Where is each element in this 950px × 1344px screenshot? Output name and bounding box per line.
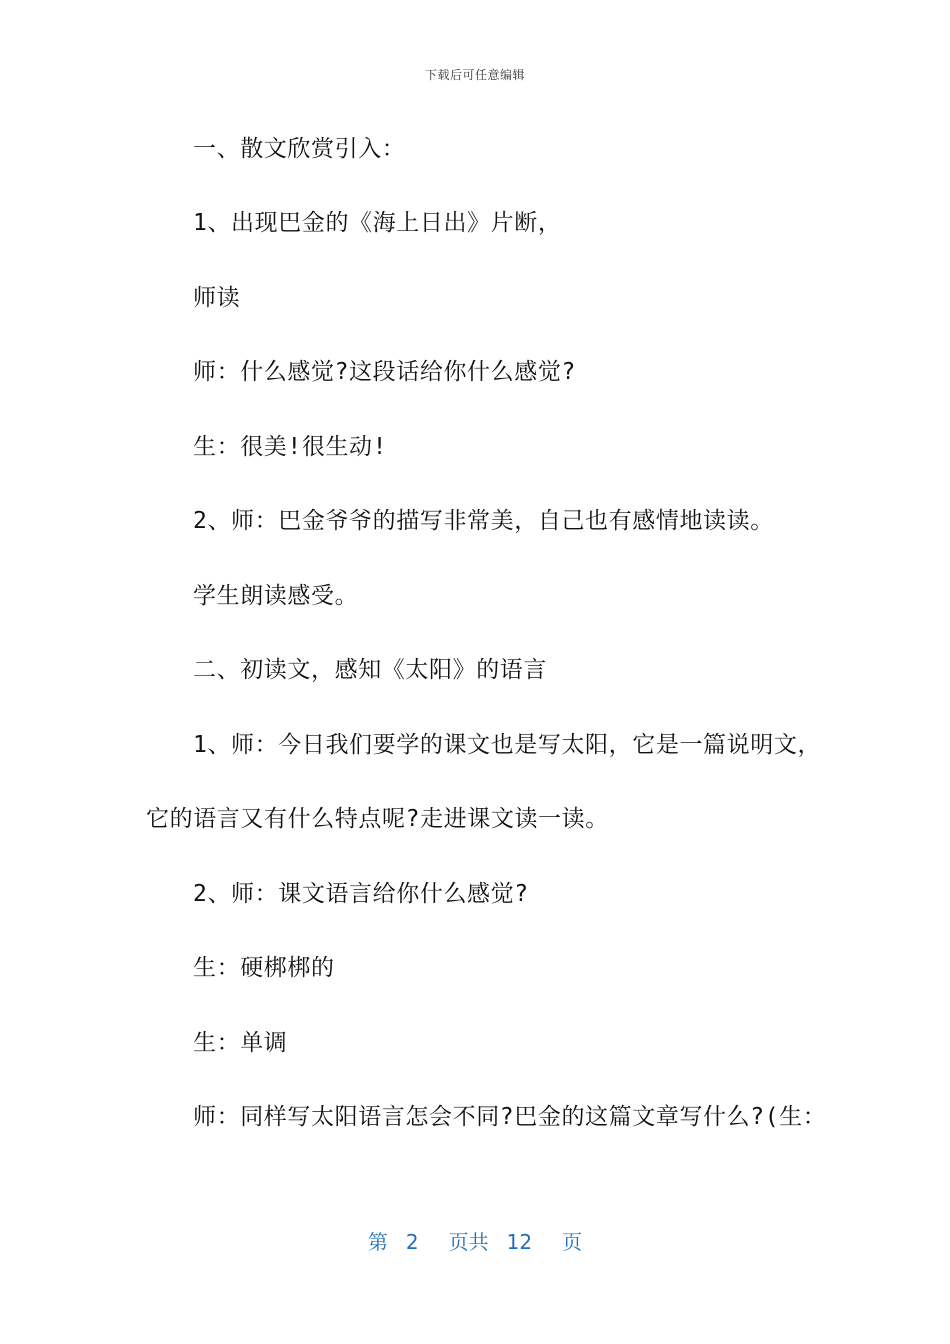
paragraph: 2、师：巴金爷爷的描写非常美，自己也有感情地读读。: [193, 508, 774, 534]
paragraph: 生：单调: [193, 1030, 288, 1056]
paragraph: 生：硬梆梆的: [193, 955, 335, 981]
section-heading-1: 一、散文欣赏引入：: [193, 136, 406, 162]
header-note: 下载后可任意编辑: [424, 68, 525, 82]
page-footer: [0, 1226, 950, 1255]
footer-di: 第: [367, 1230, 388, 1254]
paragraph: 师：什么感觉?这段话给你什么感觉?: [193, 359, 576, 385]
footer-ye-gong: 页共: [448, 1230, 489, 1254]
section-heading-2: 二、初读文，感知《太阳》的语言: [193, 657, 547, 683]
paragraph: 生：很美!很生动!: [193, 434, 388, 460]
footer-page-number: 2: [405, 1230, 419, 1254]
footer-ye: 页: [562, 1230, 583, 1254]
paragraph: 师读: [193, 285, 241, 311]
paragraph: 1、师：今日我们要学的课文也是写太阳，它是一篇说明文，: [193, 732, 822, 758]
footer-total-pages: 12: [506, 1230, 533, 1254]
paragraph: 1、出现巴金的《海上日出》片断，: [193, 210, 562, 236]
paragraph: 学生朗读感受。: [193, 583, 359, 609]
paragraph: 师：同样写太阳语言怎会不同?巴金的这篇文章写什么?(生：: [193, 1104, 827, 1130]
paragraph-continuation: 它的语言又有什么特点呢?走进课文读一读。: [146, 806, 609, 832]
paragraph: 2、师：课文语言给你什么感觉?: [193, 881, 529, 907]
